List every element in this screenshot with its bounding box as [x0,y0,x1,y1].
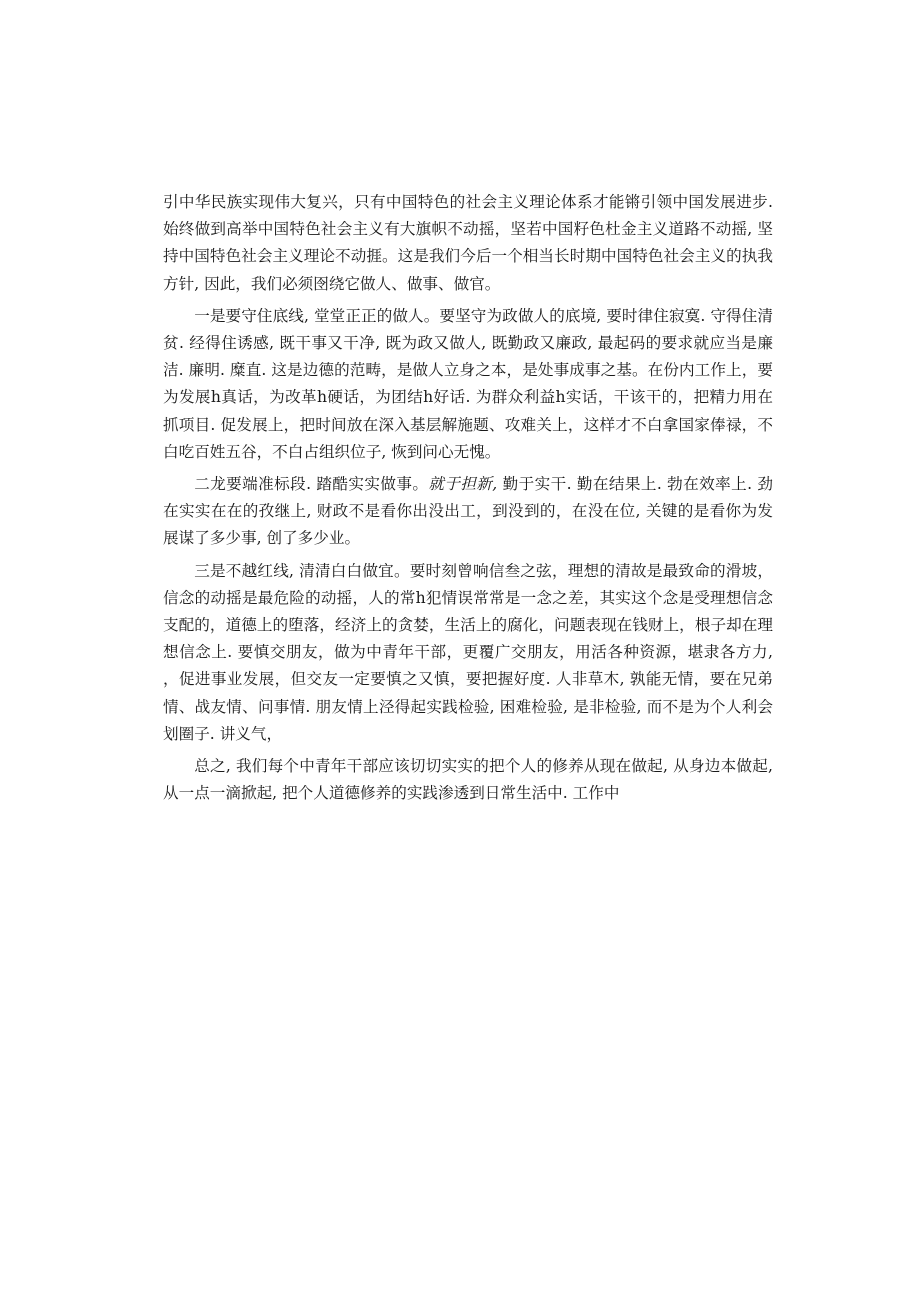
paragraph-conclusion: 总之, 我们每个中青年干部应该切切实实的把个人的修养从现在做起, 从身边本做起, 从一点一滴掀起, 把个人道德修养的实践渗透到日常生活中. 工作中 [163,757,773,803]
paragraph-point-two [163,471,773,553]
paragraph-point-one: 一是要守住底线, 堂堂正正的做人。要坚守为政做人的底境, 要时律住寂寞. 守得住清贫. 经得住诱感, 既干事又干净, 既为政又做人, 既勤政又廉政, 最起码的要求就应当是廉洁. 廉明. 糜直. 这是边德的范畴，是做人立身之本，是处事成事之基。在份内工作上，要为发展h真话，为改革h硬话，为团结h好话. 为群众利益h实话，干该干的，把精力用在抓项目. 促发展上，把时间放在深入基层解施题、攻难关上，这样才不白拿国家俸禄，不白吃百姓五谷，不白占组织位子, 恢到问心无愧。 [163,306,773,461]
paragraph-point-three: 三是不越红线, 清清白白做宜。要时刻曾响信叁之弦，理想的清故是最致命的滑坡，信念的动摇是最危险的动摇，人的常h犯情误常常是一念之差，其实这个念是受理想信念支配的，道德上的堕落，经济上的贪婪，生活上的腐化，问题表现在钱财上，根子却在理想信念上. 要慎交朋友，做为中青年干部，更覆广交朋友，用活各种资源，堪隶各方力, ，促进事业发展，但交友一定要慎之又慎，要把握好度. 人非草木, 孰能无情，要在兄弟情、战友情、问事情. 朋友情上泾得起实践检验, 困难检验, 是非检验, 而不是为个人利会划圈子. 讲义气， [163,561,773,743]
document-body [163,189,773,812]
paragraph-point-two-lead: 二龙要端准标段. 踏酷实实做事。 [194,475,429,494]
paragraph-point-two-italic: 就于担新, [428,475,498,494]
paragraph-intro: 引中华民族实现伟大复兴，只有中国特色的社会主义理论体系才能锵引领中国发展进步.始终做到高举中国特色社会主义有大旗帜不动摇，坚若中国籽色杜金主义道路不动摇, 坚持中国特色社会主义理论不动捱。这是我们今后一个相当长时期中国特色社会主义的执我方针, 因此，我们必须囹绕它做人、做事、做官。 [163,193,773,293]
paragraph-point-two-rest: 勤于实干. 勤在结果上. 勃在效率上. 劲在实实在在的孜继上, 财政不是看你出没出工，到没到的，在没在位, 关键的是看你为发展谋了多少事, 创了多少业。 [163,475,773,548]
